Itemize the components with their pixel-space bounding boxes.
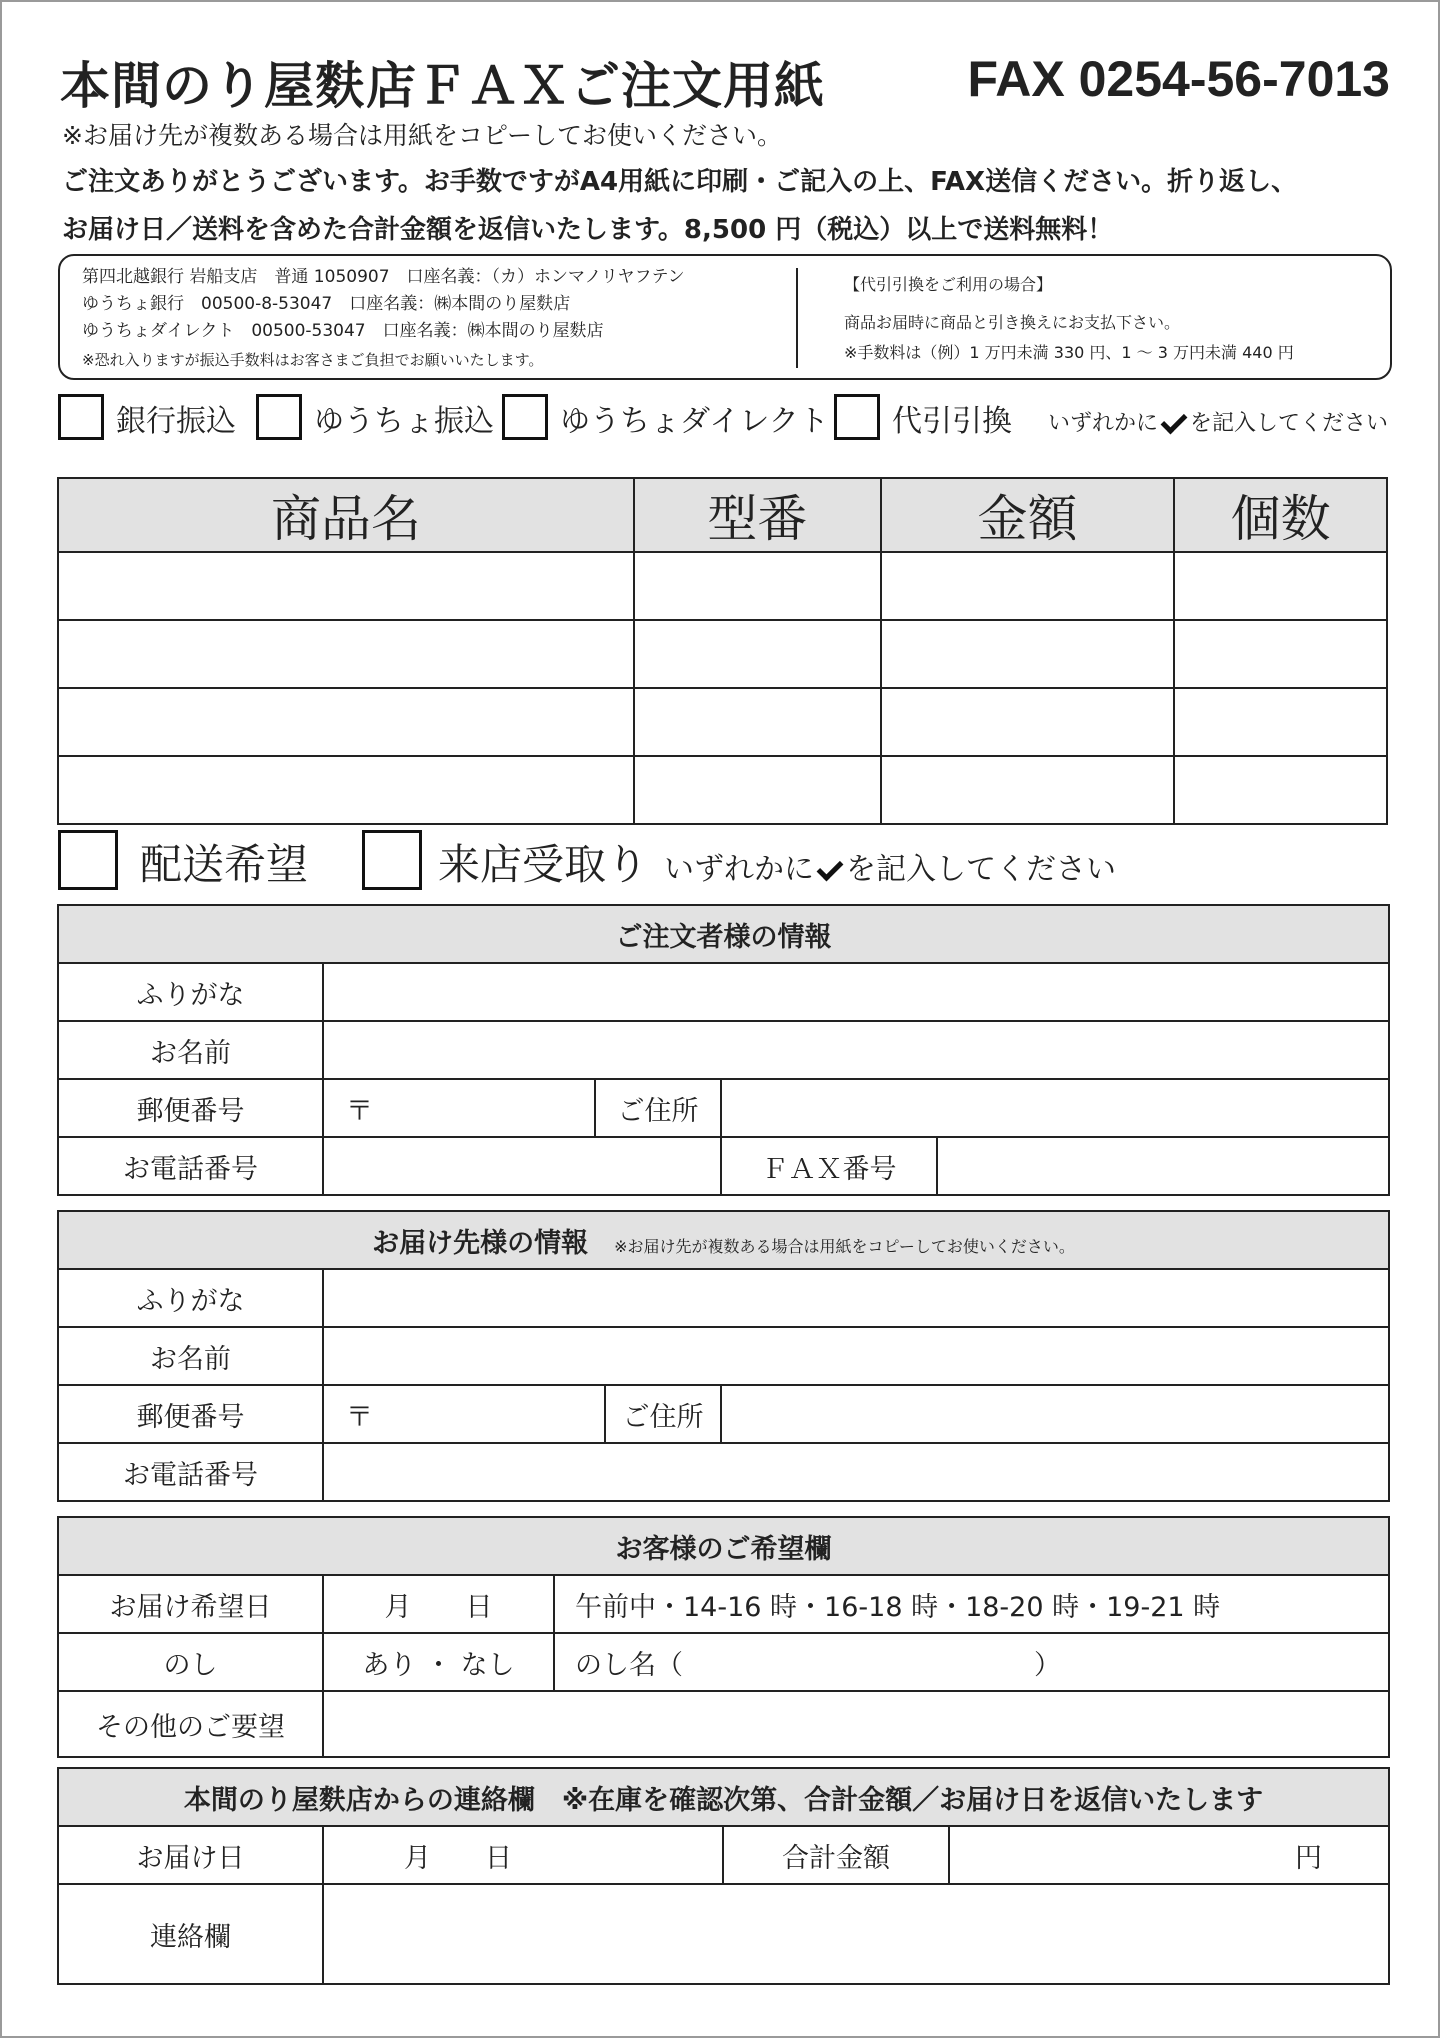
noshi-label: のし xyxy=(58,1633,323,1691)
fee-note: ※恐れ入りますが振込手数料はお客さまご負担でお願いいたします。 xyxy=(82,351,544,369)
check-instruction: いずれかに を記入してください xyxy=(1048,406,1388,437)
bank-line-2: ゆうちょ銀行 00500-8-53047 口座名義：㈱本間のり屋麩店 xyxy=(82,294,571,314)
table-row xyxy=(58,756,1387,824)
payment-label: ゆうちょ振込 xyxy=(314,404,494,439)
checkmark-icon xyxy=(1161,408,1188,435)
model-field[interactable] xyxy=(634,552,881,620)
delivery-checkbox[interactable] xyxy=(58,830,118,890)
shop-contact-table xyxy=(57,1767,1390,1985)
address-field[interactable] xyxy=(721,1385,1389,1443)
qty-field[interactable] xyxy=(1174,688,1387,756)
col-product-name: 商品名 xyxy=(58,478,634,552)
phone-label: お電話番号 xyxy=(58,1137,323,1195)
product-table-header xyxy=(58,478,1387,552)
bank-line-1: 第四北越銀行 岩船支店 普通 1050907 口座名義：（カ）ホンマノリヤフテン xyxy=(82,267,685,287)
bank-info-box xyxy=(58,254,1392,380)
price-field[interactable] xyxy=(881,688,1175,756)
address-label: ご住所 xyxy=(605,1385,721,1443)
checkbox[interactable] xyxy=(502,394,548,440)
checkbox[interactable] xyxy=(834,394,880,440)
delivery-date-label: お届け希望日 xyxy=(58,1575,323,1633)
delivery-date-field[interactable]: 月 日 xyxy=(323,1826,723,1884)
cod-info xyxy=(844,270,1294,368)
payment-label: ゆうちょダイレクト xyxy=(560,404,829,439)
table-row xyxy=(58,620,1387,688)
recipient-info-table xyxy=(57,1210,1390,1502)
address-field[interactable] xyxy=(721,1079,1389,1137)
time-options[interactable]: 午前中・14-16 時・16-18 時・18-20 時・19-21 時 xyxy=(554,1575,1389,1633)
model-field[interactable] xyxy=(634,756,881,824)
section-title: お届け先様の情報 xyxy=(372,1227,589,1259)
wishes-table xyxy=(57,1516,1390,1758)
phone-field[interactable] xyxy=(323,1137,721,1195)
qty-field[interactable] xyxy=(1174,620,1387,688)
fax-field[interactable] xyxy=(937,1137,1389,1195)
pickup-checkbox[interactable] xyxy=(362,830,422,890)
qty-field[interactable] xyxy=(1174,552,1387,620)
delivery-date-label: お届け日 xyxy=(58,1826,323,1884)
pickup-label: 来店受取り xyxy=(438,840,649,889)
intro-line-2: お届け日／送料を含めた合計金額を返信いたします。8,500 円（税込）以上で送料無料！ xyxy=(62,215,1114,245)
furigana-field[interactable] xyxy=(323,963,1389,1021)
phone-field[interactable] xyxy=(323,1443,1389,1501)
delivery-date-field[interactable]: 月 日 xyxy=(323,1575,554,1633)
bank-accounts xyxy=(82,264,685,374)
intro-text xyxy=(62,158,1297,254)
memo-label: 連絡欄 xyxy=(58,1884,323,1984)
table-row xyxy=(58,552,1387,620)
total-field[interactable]: 円 xyxy=(949,1826,1389,1884)
title-row xyxy=(60,46,1390,116)
postal-label: 郵便番号 xyxy=(58,1385,323,1443)
cod-title: 【代引引換をご利用の場合】 xyxy=(844,275,1053,294)
cod-line-2: ※手数料は（例）1 万円未満 330 円、1 〜 3 万円未満 440 円 xyxy=(844,343,1294,362)
divider xyxy=(796,268,798,368)
furigana-field[interactable] xyxy=(323,1269,1389,1327)
delivery-label: 配送希望 xyxy=(140,840,309,889)
furigana-label: ふりがな xyxy=(58,1269,323,1327)
col-price: 金額 xyxy=(881,478,1175,552)
section-title: お客様のご希望欄 xyxy=(58,1517,1389,1575)
name-label: お名前 xyxy=(58,1021,323,1079)
section-title: ご注文者様の情報 xyxy=(58,905,1389,963)
section-title: 本間のり屋麩店からの連絡欄 ※在庫を確認次第、合計金額／お届け日を返信いたします xyxy=(58,1768,1389,1826)
name-label: お名前 xyxy=(58,1327,323,1385)
fax-number: FAX 0254-56-7013 xyxy=(967,51,1390,107)
page-title: 本間のり屋麩店ＦＡＸご注文用紙 xyxy=(60,57,825,115)
product-name-field[interactable] xyxy=(58,688,634,756)
noshi-choice[interactable]: あり ・ なし xyxy=(323,1633,554,1691)
memo-field[interactable] xyxy=(323,1884,1389,1984)
postal-label: 郵便番号 xyxy=(58,1079,323,1137)
table-row xyxy=(58,688,1387,756)
product-name-field[interactable] xyxy=(58,756,634,824)
total-label: 合計金額 xyxy=(723,1826,949,1884)
fax-label: ＦＡＸ番号 xyxy=(721,1137,937,1195)
postal-field[interactable]: 〒 xyxy=(323,1385,605,1443)
cod-line-1: 商品お届時に商品と引き換えにお支払下さい。 xyxy=(844,313,1181,332)
product-name-field[interactable] xyxy=(58,620,634,688)
checkmark-icon xyxy=(817,854,844,881)
payment-label: 銀行振込 xyxy=(116,404,236,439)
copy-note: ※お届け先が複数ある場合は用紙をコピーしてお使いください。 xyxy=(62,121,782,150)
other-requests-field[interactable] xyxy=(323,1691,1389,1757)
check-instruction: いずれかに を記入してください xyxy=(664,852,1116,887)
product-table xyxy=(57,477,1388,825)
orderer-info-table xyxy=(57,904,1390,1196)
checkbox[interactable] xyxy=(256,394,302,440)
model-field[interactable] xyxy=(634,620,881,688)
intro-line-1: ご注文ありがとうございます。お手数ですがA4用紙に印刷・ご記入の上、FAX送信ください。折り返し、 xyxy=(62,167,1298,197)
payment-label: 代引引換 xyxy=(892,404,1012,439)
name-field[interactable] xyxy=(323,1327,1389,1385)
bank-line-3: ゆうちょダイレクト 00500-53047 口座名義：㈱本間のり屋麩店 xyxy=(82,321,604,341)
address-label: ご住所 xyxy=(595,1079,721,1137)
section-title-row xyxy=(58,1211,1389,1269)
checkbox[interactable] xyxy=(58,394,104,440)
name-field[interactable] xyxy=(323,1021,1389,1079)
col-quantity: 個数 xyxy=(1174,478,1387,552)
product-name-field[interactable] xyxy=(58,552,634,620)
col-model-number: 型番 xyxy=(634,478,881,552)
price-field[interactable] xyxy=(881,620,1175,688)
postal-field[interactable]: 〒 xyxy=(323,1079,595,1137)
section-note: ※お届け先が複数ある場合は用紙をコピーしてお使いください。 xyxy=(614,1236,1075,1256)
price-field[interactable] xyxy=(881,756,1175,824)
furigana-label: ふりがな xyxy=(58,963,323,1021)
phone-label: お電話番号 xyxy=(58,1443,323,1501)
other-requests-label: その他のご要望 xyxy=(58,1691,323,1757)
qty-field[interactable] xyxy=(1174,756,1387,824)
model-field[interactable] xyxy=(634,688,881,756)
price-field[interactable] xyxy=(881,552,1175,620)
noshi-name-field[interactable]: のし名（ ） xyxy=(554,1633,1389,1691)
